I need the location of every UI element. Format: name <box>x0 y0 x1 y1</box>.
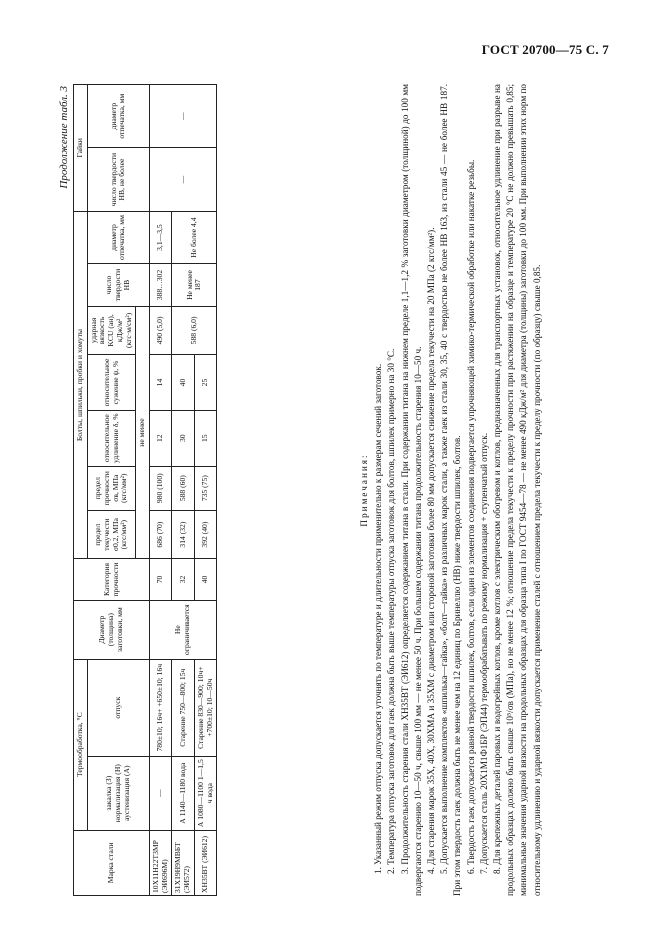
cell-hb: 388…302 <box>150 264 172 306</box>
notes-title: Примечания: <box>359 453 369 527</box>
note-item: 8. Для крепежных деталей паровых и водогрейных котлов, кроме котлов с электрическим обогревом и котлов, предназначенных для транспортных установок, относительное удлинение при разрыве на продольных образцах должно быть свыше 10⁵/σв (МПа), но не менее 12 %; отношение предела текучести к пределу прочности при растяжении на образце и температуре 20 °С не должно превышать 0,85; минимальные значения ударной вязкости на продольных образцах для образца типа I по ГОСТ 9454—78 — не менее 490 кДж/м² для диаметра (толщины) заготовки до 100 мм. При выполнении этих норм по относительному удлинению и ударной вязкости допускается применение сталей с отношением предела текучести к пределу прочности (по образцу) свыше 0,85. <box>492 84 542 896</box>
cell-udl: 12 <box>150 410 172 466</box>
cell-hb-g: — <box>150 148 217 211</box>
col-predel-tek: предел текучести σ0,2, МПа (кгс/мм²) <box>87 510 136 559</box>
cell-otpusk: Старение 830—900; 10ч+ +700±10; 10—50ч <box>194 659 216 756</box>
cell-zakalka: А 1080—1100 1—1,5 ч вода <box>194 756 216 830</box>
cell-tek: 392 (40) <box>194 510 216 559</box>
cell-marka: 10Х11Н22Т3МР (ЭИ696М) <box>150 830 172 895</box>
cell-suzh: 25 <box>194 355 216 411</box>
cell-tek: 686 (70) <box>150 510 172 559</box>
col-udarn: ударная вязкость KCU (aн), кДж/м² (кгс·м/см²) <box>87 306 136 355</box>
cell-otpusk: 780±10; 16ч+ +650±10; 16ч <box>150 659 172 756</box>
rotated-page <box>58 56 618 896</box>
cell-udl: 15 <box>194 410 216 466</box>
cell-zakalka: — <box>150 756 172 830</box>
table-continuation-label: Продолжение табл. 3 <box>58 86 70 189</box>
col-termo: Термообработка, °С <box>74 659 88 830</box>
col-diam-otp-b: диаметр отпечатка, мм <box>87 211 149 264</box>
cell-zakalka: А 1140—1180 вода <box>172 756 194 830</box>
cell-suzh: 14 <box>150 355 172 411</box>
cell-proch: 588 (60) <box>172 466 194 510</box>
cell-proch: 980 (100) <box>150 466 172 510</box>
page-header: ГОСТ 20700—75 С. 7 <box>481 42 609 57</box>
cell-suzh: 40 <box>172 355 194 411</box>
cell-kat: 32 <box>172 559 194 600</box>
cell-otp-g: — <box>150 85 217 148</box>
col-suzh: относительное сужение ψ, % <box>87 355 136 411</box>
col-chislo-g: число твердости НВ, не более <box>87 148 149 211</box>
notes-section <box>358 84 544 896</box>
note-item: 1. Указанный режим отпуска допускается уточнять по температуре и длительности применительно к размерам сечений заготовок. <box>373 363 384 874</box>
cell-diametr: Не ограничивается <box>150 600 217 659</box>
cell-hb: Не менее 187 <box>172 264 217 306</box>
cell-marka: 31Х19Н9МВБТ (ЭИ572) <box>172 830 194 895</box>
cell-udl: 30 <box>172 410 194 466</box>
col-predel-proch: предел прочности σв, МПа (кгс/мм²) <box>87 466 136 510</box>
col-diam-otp-g: диаметр отпечатка, мм <box>87 85 149 148</box>
cell-otp: Не более 4,4 <box>172 211 217 264</box>
note-item: 4. Для старения марок 35Х, 40Х, 30ХМА и 35ХМ с диаметром или стороной заготовки более 80 мм допускается снижение предела текучести на 20 МПа (2 кгс/мм²). <box>426 227 437 874</box>
cell-kat: 70 <box>150 559 172 600</box>
cell-tek: 314 (32) <box>172 510 194 559</box>
col-diametr: Диаметр (толщина) заготовки, мм <box>74 600 150 659</box>
col-zakalka: закалка (З) нормализация (Н) аустенизация (А) <box>87 756 149 830</box>
cell-proch: 735 (75) <box>194 466 216 510</box>
col-chislo-b: число твердости НВ <box>87 264 149 306</box>
table-row <box>150 85 172 896</box>
cell-otpusk: Старение 750—800; 15ч <box>172 659 194 756</box>
col-udlin: относительное удлинение δ, % <box>87 410 136 466</box>
col-gaiki: Гайки <box>74 85 88 212</box>
note-item: 5. Допускается выполнение комплектов «шпилька—гайка», «болт—гайка» из различных марок стали, а также гаек из стали 30, 35, 40 с твердостью не более НВ 163, из стали 45 — не более НВ 187. При этом твердость гаек должна быть не менее чем на 12 единиц по Бринеллю (НВ) ниже твердости шпилек, болтов. <box>439 84 463 896</box>
note-item: 2. Температура отпуска заготовок для гаек должна быть выше температуры отпуска заготовок для болтов, шпилек примерно на 30 °С. <box>386 348 397 874</box>
col-otpusk: отпуск <box>87 659 149 756</box>
ne-menee-label: не менее <box>136 306 150 559</box>
note-item: 6. Твердость гаек допускается равной твердости шпилек, болтов, если один из элементов соединения подвергается упрочняющей химико-термической обработке или накатке резьбы. <box>465 159 476 874</box>
cell-kat: 40 <box>194 559 216 600</box>
col-bolty: Болты, шпильки, пробки и хомуты <box>74 211 88 559</box>
cell-otp: 3,1—3,5 <box>150 211 172 264</box>
col-marka: Марка стали <box>74 830 150 895</box>
cell-udar: 588 (6,0) <box>172 306 217 355</box>
cell-marka: ХН35ВТ (ЭИ612) <box>194 830 216 895</box>
note-item: 7. Допускается сталь 20Х1М1Ф1БР (ЭП44) термообрабатывать по режиму нормализация + ступенчатый отпуск. <box>478 433 489 874</box>
note-item: 3. Продолжительность старения стали ХН35ВТ (ЭИ612) определяется содержанием титана в стали. При содержании титана на нижнем пределе 1,1—1,2 % заготовки диаметром (толщиной) до 100 мм подвергаются старению 10—50 ч, свыше 100 мм — не менее 50 ч. При большем содержании титана продолжительность старения 10—50 ч. <box>399 84 423 896</box>
col-kategoriya: Категория прочности <box>74 559 150 600</box>
steel-properties-table <box>73 84 217 896</box>
cell-udar: 490 (5,0) <box>150 306 172 355</box>
